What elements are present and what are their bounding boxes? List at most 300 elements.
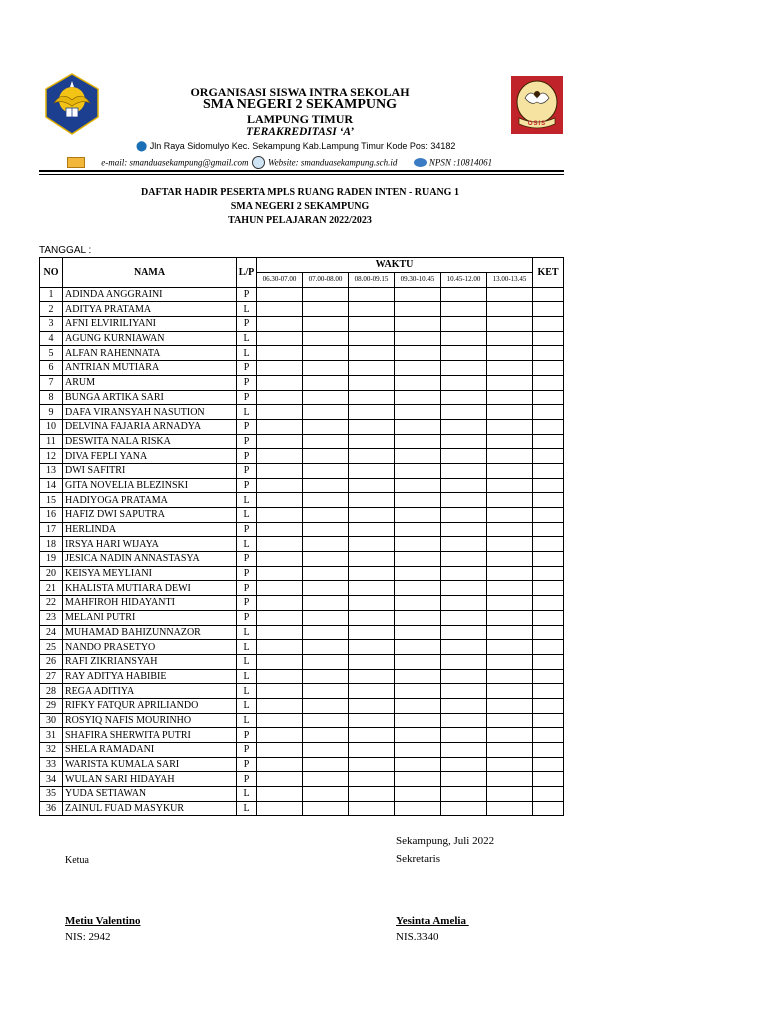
attendance-cell[interactable] (257, 419, 303, 434)
ket-cell[interactable] (533, 743, 564, 758)
ket-cell[interactable] (533, 684, 564, 699)
attendance-cell[interactable] (349, 302, 395, 317)
attendance-cell[interactable] (441, 566, 487, 581)
table-row (40, 787, 564, 802)
row-number: 1 (40, 287, 63, 302)
attendance-cell[interactable] (395, 552, 441, 567)
attendance-cell[interactable] (257, 654, 303, 669)
attendance-cell[interactable] (487, 361, 533, 376)
attendance-cell[interactable] (395, 375, 441, 390)
attendance-cell[interactable] (441, 669, 487, 684)
attendance-cell[interactable] (441, 493, 487, 508)
attendance-cell[interactable] (441, 302, 487, 317)
attendance-cell[interactable] (487, 801, 533, 816)
attendance-cell[interactable] (349, 640, 395, 655)
attendance-cell[interactable] (487, 684, 533, 699)
attendance-cell[interactable] (257, 743, 303, 758)
attendance-cell[interactable] (257, 405, 303, 420)
student-name: RAFI ZIKRIANSYAH (63, 654, 237, 669)
attendance-cell[interactable] (257, 728, 303, 743)
attendance-cell[interactable] (303, 713, 349, 728)
attendance-cell[interactable] (303, 331, 349, 346)
attendance-cell[interactable] (487, 581, 533, 596)
attendance-cell[interactable] (257, 757, 303, 772)
attendance-cell[interactable] (257, 302, 303, 317)
ket-cell[interactable] (533, 405, 564, 420)
attendance-cell[interactable] (395, 287, 441, 302)
attendance-cell[interactable] (349, 537, 395, 552)
attendance-cell[interactable] (487, 405, 533, 420)
ket-cell[interactable] (533, 596, 564, 611)
attendance-cell[interactable] (257, 625, 303, 640)
attendance-cell[interactable] (395, 684, 441, 699)
attendance-cell[interactable] (395, 787, 441, 802)
ket-cell[interactable] (533, 581, 564, 596)
attendance-cell[interactable] (257, 287, 303, 302)
attendance-cell[interactable] (349, 361, 395, 376)
attendance-cell[interactable] (349, 419, 395, 434)
table-row (40, 743, 564, 758)
attendance-cell[interactable] (487, 596, 533, 611)
attendance-cell[interactable] (303, 434, 349, 449)
attendance-cell[interactable] (487, 331, 533, 346)
attendance-cell[interactable] (349, 463, 395, 478)
table-row (40, 713, 564, 728)
attendance-cell[interactable] (257, 522, 303, 537)
ket-cell[interactable] (533, 493, 564, 508)
table-row (40, 801, 564, 816)
attendance-cell[interactable] (487, 317, 533, 332)
ket-cell[interactable] (533, 566, 564, 581)
attendance-cell[interactable] (349, 552, 395, 567)
attendance-cell[interactable] (303, 728, 349, 743)
attendance-cell[interactable] (441, 522, 487, 537)
attendance-cell[interactable] (441, 375, 487, 390)
attendance-cell[interactable] (395, 743, 441, 758)
student-gender: P (237, 757, 257, 772)
row-number: 6 (40, 361, 63, 376)
attendance-cell[interactable] (257, 610, 303, 625)
npsn-text: NPSN :10814061 (428, 157, 493, 168)
attendance-cell[interactable] (487, 698, 533, 713)
attendance-cell[interactable] (395, 419, 441, 434)
attendance-cell[interactable] (487, 772, 533, 787)
attendance-cell[interactable] (303, 772, 349, 787)
attendance-cell[interactable] (349, 610, 395, 625)
attendance-cell[interactable] (441, 390, 487, 405)
attendance-cell[interactable] (303, 287, 349, 302)
attendance-cell[interactable] (395, 390, 441, 405)
attendance-cell[interactable] (257, 449, 303, 464)
attendance-cell[interactable] (395, 669, 441, 684)
attendance-cell[interactable] (257, 375, 303, 390)
attendance-cell[interactable] (395, 331, 441, 346)
attendance-cell[interactable] (441, 713, 487, 728)
ket-cell[interactable] (533, 801, 564, 816)
attendance-cell[interactable] (349, 625, 395, 640)
ket-cell[interactable] (533, 449, 564, 464)
attendance-cell[interactable] (441, 537, 487, 552)
table-row (40, 566, 564, 581)
attendance-cell[interactable] (303, 419, 349, 434)
ket-cell[interactable] (533, 713, 564, 728)
attendance-cell[interactable] (441, 449, 487, 464)
header-rule-thick (39, 170, 564, 172)
student-gender: L (237, 508, 257, 523)
row-number: 27 (40, 669, 63, 684)
student-name: ADINDA ANGGRAINI (63, 287, 237, 302)
attendance-cell[interactable] (395, 537, 441, 552)
attendance-cell[interactable] (257, 508, 303, 523)
attendance-cell[interactable] (257, 787, 303, 802)
attendance-cell[interactable] (441, 478, 487, 493)
attendance-cell[interactable] (257, 493, 303, 508)
attendance-cell[interactable] (487, 669, 533, 684)
attendance-cell[interactable] (303, 684, 349, 699)
table-row (40, 493, 564, 508)
table-row (40, 669, 564, 684)
row-number: 7 (40, 375, 63, 390)
row-number: 21 (40, 581, 63, 596)
ket-cell[interactable] (533, 361, 564, 376)
attendance-cell[interactable] (303, 361, 349, 376)
attendance-cell[interactable] (487, 728, 533, 743)
attendance-cell[interactable] (441, 508, 487, 523)
attendance-cell[interactable] (349, 787, 395, 802)
table-row (40, 522, 564, 537)
attendance-cell[interactable] (303, 801, 349, 816)
attendance-cell[interactable] (303, 743, 349, 758)
attendance-cell[interactable] (303, 317, 349, 332)
sekretaris-nis: NIS.3340 (396, 931, 439, 943)
ket-cell[interactable] (533, 728, 564, 743)
ket-cell[interactable] (533, 346, 564, 361)
attendance-cell[interactable] (349, 713, 395, 728)
attendance-cell[interactable] (441, 419, 487, 434)
ket-cell[interactable] (533, 610, 564, 625)
attendance-cell[interactable] (441, 772, 487, 787)
attendance-cell[interactable] (257, 684, 303, 699)
ket-cell[interactable] (533, 390, 564, 405)
attendance-cell[interactable] (395, 317, 441, 332)
attendance-cell[interactable] (487, 493, 533, 508)
attendance-cell[interactable] (487, 449, 533, 464)
attendance-cell[interactable] (349, 522, 395, 537)
attendance-cell[interactable] (257, 552, 303, 567)
row-number: 34 (40, 772, 63, 787)
attendance-cell[interactable] (487, 640, 533, 655)
attendance-cell[interactable] (257, 566, 303, 581)
ket-cell[interactable] (533, 434, 564, 449)
student-gender: P (237, 581, 257, 596)
attendance-cell[interactable] (395, 581, 441, 596)
student-gender: P (237, 434, 257, 449)
attendance-cell[interactable] (303, 640, 349, 655)
attendance-cell[interactable] (487, 508, 533, 523)
attendance-cell[interactable] (395, 625, 441, 640)
attendance-cell[interactable] (257, 331, 303, 346)
attendance-cell[interactable] (441, 434, 487, 449)
ket-cell[interactable] (533, 478, 564, 493)
attendance-cell[interactable] (349, 801, 395, 816)
attendance-cell[interactable] (303, 654, 349, 669)
table-row (40, 346, 564, 361)
ket-cell[interactable] (533, 698, 564, 713)
attendance-cell[interactable] (441, 346, 487, 361)
attendance-cell[interactable] (441, 596, 487, 611)
attendance-cell[interactable] (349, 728, 395, 743)
attendance-cell[interactable] (349, 596, 395, 611)
attendance-cell[interactable] (395, 478, 441, 493)
attendance-cell[interactable] (395, 757, 441, 772)
attendance-cell[interactable] (441, 287, 487, 302)
attendance-cell[interactable] (395, 640, 441, 655)
attendance-cell[interactable] (395, 302, 441, 317)
attendance-cell[interactable] (395, 713, 441, 728)
attendance-cell[interactable] (257, 478, 303, 493)
attendance-cell[interactable] (395, 434, 441, 449)
attendance-cell[interactable] (257, 801, 303, 816)
attendance-cell[interactable] (349, 449, 395, 464)
attendance-cell[interactable] (441, 728, 487, 743)
attendance-cell[interactable] (441, 331, 487, 346)
attendance-cell[interactable] (349, 390, 395, 405)
attendance-cell[interactable] (395, 405, 441, 420)
attendance-cell[interactable] (395, 361, 441, 376)
attendance-cell[interactable] (257, 434, 303, 449)
attendance-cell[interactable] (487, 787, 533, 802)
attendance-cell[interactable] (303, 463, 349, 478)
time-slot-header: 07.00-08.00 (303, 272, 349, 287)
attendance-cell[interactable] (487, 390, 533, 405)
attendance-cell[interactable] (395, 508, 441, 523)
globe-icon (252, 156, 265, 169)
attendance-cell[interactable] (349, 478, 395, 493)
attendance-cell[interactable] (487, 522, 533, 537)
attendance-cell[interactable] (257, 713, 303, 728)
ket-cell[interactable] (533, 317, 564, 332)
attendance-cell[interactable] (257, 596, 303, 611)
attendance-cell[interactable] (257, 390, 303, 405)
row-number: 20 (40, 566, 63, 581)
attendance-cell[interactable] (349, 654, 395, 669)
attendance-cell[interactable] (441, 361, 487, 376)
ket-cell[interactable] (533, 302, 564, 317)
header-no: NO (40, 258, 63, 288)
ket-cell[interactable] (533, 537, 564, 552)
attendance-cell[interactable] (303, 390, 349, 405)
attendance-cell[interactable] (395, 522, 441, 537)
attendance-cell[interactable] (441, 581, 487, 596)
attendance-cell[interactable] (395, 801, 441, 816)
ket-cell[interactable] (533, 375, 564, 390)
osis-logo-text: OSIS (527, 121, 547, 127)
attendance-cell[interactable] (349, 493, 395, 508)
attendance-cell[interactable] (441, 405, 487, 420)
attendance-cell[interactable] (395, 728, 441, 743)
ket-cell[interactable] (533, 463, 564, 478)
attendance-cell[interactable] (303, 581, 349, 596)
attendance-cell[interactable] (303, 493, 349, 508)
attendance-cell[interactable] (303, 610, 349, 625)
attendance-cell[interactable] (349, 581, 395, 596)
attendance-cell[interactable] (441, 610, 487, 625)
attendance-cell[interactable] (487, 610, 533, 625)
student-name: IRSYA HARI WIJAYA (63, 537, 237, 552)
attendance-cell[interactable] (349, 757, 395, 772)
attendance-cell[interactable] (487, 537, 533, 552)
attendance-cell[interactable] (487, 566, 533, 581)
student-name: KEISYA MEYLIANI (63, 566, 237, 581)
student-name: AGUNG KURNIAWAN (63, 331, 237, 346)
attendance-cell[interactable] (349, 772, 395, 787)
table-row (40, 434, 564, 449)
row-number: 22 (40, 596, 63, 611)
attendance-cell[interactable] (257, 361, 303, 376)
time-slot-header: 13.00-13.45 (487, 272, 533, 287)
attendance-cell[interactable] (303, 375, 349, 390)
ket-cell[interactable] (533, 669, 564, 684)
attendance-cell[interactable] (349, 405, 395, 420)
attendance-cell[interactable] (395, 346, 441, 361)
attendance-cell[interactable] (395, 449, 441, 464)
doc-subtitle: SMA NEGERI 2 SEKAMPUNG (230, 201, 370, 212)
location-pin-icon: ⬤ (136, 141, 148, 152)
attendance-cell[interactable] (487, 302, 533, 317)
student-gender: L (237, 801, 257, 816)
attendance-cell[interactable] (349, 375, 395, 390)
student-gender: L (237, 669, 257, 684)
attendance-cell[interactable] (303, 625, 349, 640)
attendance-cell[interactable] (303, 302, 349, 317)
attendance-cell[interactable] (257, 698, 303, 713)
attendance-cell[interactable] (487, 419, 533, 434)
ket-cell[interactable] (533, 757, 564, 772)
attendance-cell[interactable] (395, 610, 441, 625)
attendance-cell[interactable] (349, 317, 395, 332)
attendance-cell[interactable] (441, 757, 487, 772)
attendance-cell[interactable] (441, 625, 487, 640)
attendance-cell[interactable] (303, 566, 349, 581)
ket-cell[interactable] (533, 625, 564, 640)
attendance-cell[interactable] (487, 625, 533, 640)
attendance-cell[interactable] (487, 478, 533, 493)
attendance-cell[interactable] (487, 287, 533, 302)
attendance-cell[interactable] (349, 434, 395, 449)
student-name: BUNGA ARTIKA SARI (63, 390, 237, 405)
attendance-cell[interactable] (395, 698, 441, 713)
attendance-cell[interactable] (487, 552, 533, 567)
ket-cell[interactable] (533, 552, 564, 567)
attendance-cell[interactable] (395, 463, 441, 478)
attendance-cell[interactable] (303, 449, 349, 464)
attendance-cell[interactable] (349, 508, 395, 523)
attendance-cell[interactable] (303, 596, 349, 611)
attendance-cell[interactable] (349, 346, 395, 361)
attendance-cell[interactable] (441, 654, 487, 669)
table-row (40, 596, 564, 611)
attendance-cell[interactable] (487, 375, 533, 390)
attendance-cell[interactable] (257, 537, 303, 552)
attendance-cell[interactable] (349, 331, 395, 346)
attendance-cell[interactable] (303, 346, 349, 361)
table-row (40, 419, 564, 434)
attendance-cell[interactable] (257, 317, 303, 332)
attendance-cell[interactable] (349, 698, 395, 713)
attendance-cell[interactable] (395, 772, 441, 787)
attendance-cell[interactable] (395, 596, 441, 611)
attendance-cell[interactable] (487, 654, 533, 669)
tanggal-label: TANGGAL : (39, 245, 92, 256)
attendance-cell[interactable] (257, 581, 303, 596)
row-number: 19 (40, 552, 63, 567)
attendance-cell[interactable] (441, 552, 487, 567)
ket-cell[interactable] (533, 331, 564, 346)
attendance-cell[interactable] (441, 684, 487, 699)
attendance-cell[interactable] (487, 346, 533, 361)
attendance-cell[interactable] (441, 640, 487, 655)
ket-cell[interactable] (533, 787, 564, 802)
attendance-cell[interactable] (349, 669, 395, 684)
attendance-cell[interactable] (257, 346, 303, 361)
attendance-cell[interactable] (257, 640, 303, 655)
attendance-cell[interactable] (441, 743, 487, 758)
attendance-cell[interactable] (395, 654, 441, 669)
attendance-cell[interactable] (441, 801, 487, 816)
row-number: 5 (40, 346, 63, 361)
attendance-cell[interactable] (303, 405, 349, 420)
attendance-cell[interactable] (257, 772, 303, 787)
attendance-cell[interactable] (303, 698, 349, 713)
attendance-cell[interactable] (441, 698, 487, 713)
attendance-cell[interactable] (303, 757, 349, 772)
attendance-cell[interactable] (303, 669, 349, 684)
attendance-cell[interactable] (441, 317, 487, 332)
attendance-cell[interactable] (349, 566, 395, 581)
attendance-cell[interactable] (441, 463, 487, 478)
attendance-cell[interactable] (257, 669, 303, 684)
header-waktu: WAKTU (257, 258, 533, 273)
attendance-cell[interactable] (303, 478, 349, 493)
ket-cell[interactable] (533, 640, 564, 655)
attendance-cell[interactable] (441, 787, 487, 802)
attendance-cell[interactable] (303, 522, 349, 537)
attendance-cell[interactable] (349, 287, 395, 302)
attendance-cell[interactable] (487, 757, 533, 772)
attendance-cell[interactable] (257, 463, 303, 478)
attendance-cell[interactable] (349, 684, 395, 699)
attendance-cell[interactable] (303, 552, 349, 567)
attendance-cell[interactable] (487, 713, 533, 728)
attendance-cell[interactable] (303, 787, 349, 802)
row-number: 29 (40, 698, 63, 713)
attendance-cell[interactable] (349, 743, 395, 758)
attendance-cell[interactable] (487, 463, 533, 478)
attendance-cell[interactable] (487, 434, 533, 449)
attendance-cell[interactable] (395, 566, 441, 581)
ket-cell[interactable] (533, 419, 564, 434)
ketua-name: Metiu Valentino (65, 915, 141, 927)
ket-cell[interactable] (533, 287, 564, 302)
attendance-cell[interactable] (303, 537, 349, 552)
attendance-cell[interactable] (303, 508, 349, 523)
attendance-cell[interactable] (487, 743, 533, 758)
attendance-cell[interactable] (395, 493, 441, 508)
ket-cell[interactable] (533, 772, 564, 787)
ket-cell[interactable] (533, 654, 564, 669)
ket-cell[interactable] (533, 508, 564, 523)
ket-cell[interactable] (533, 522, 564, 537)
